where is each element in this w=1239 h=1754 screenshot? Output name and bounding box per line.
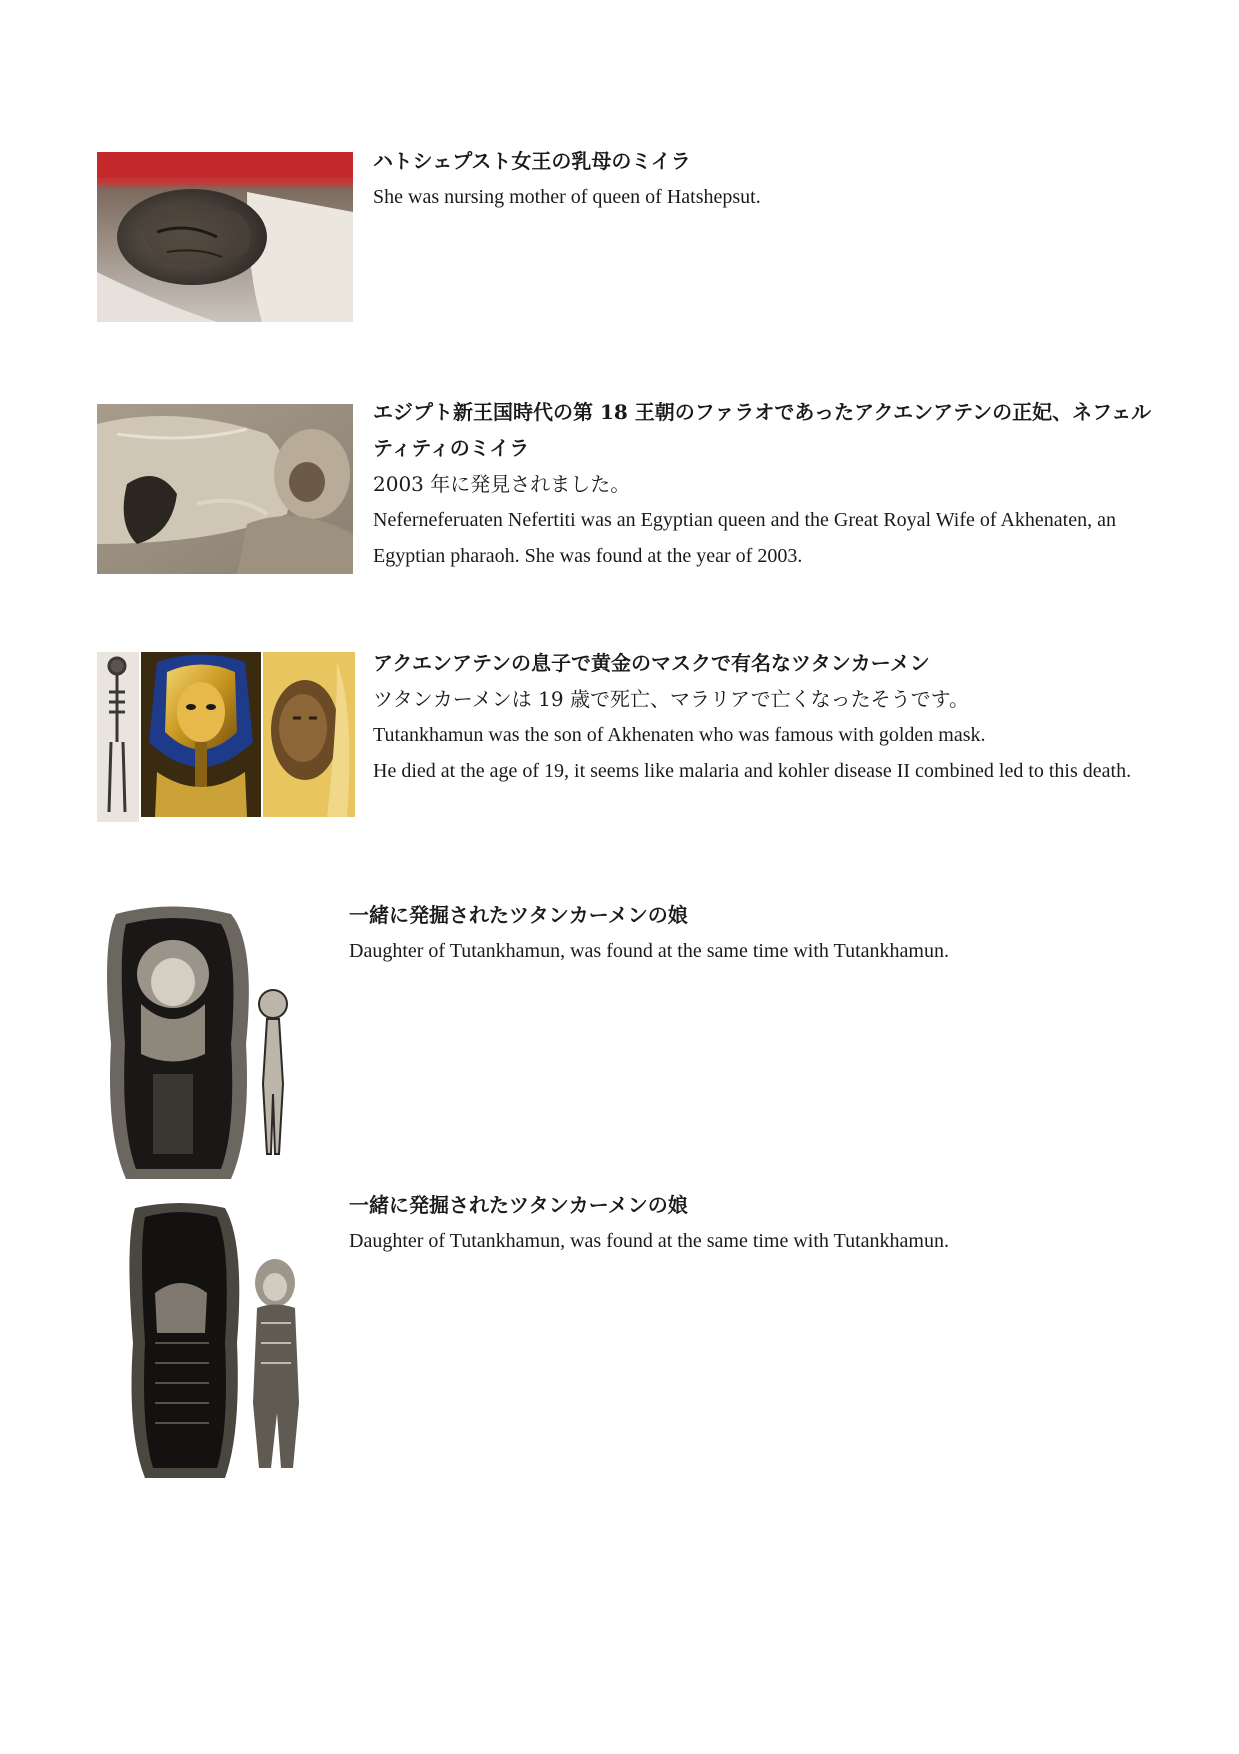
nefertiti-mummy-photo <box>97 404 353 574</box>
daughter-coffin-photo-1 <box>81 904 331 1189</box>
jp-title: ハトシェプスト女王の乳母のミイラ <box>373 149 691 173</box>
daughter-caption-2 <box>349 1187 1149 1259</box>
tutankhamun-caption <box>373 645 1153 789</box>
jp-subtitle: ツタンカーメンは 19 歳で死亡、マラリアで亡くなったそうです。 <box>373 687 969 711</box>
nurse-mummy-photo <box>97 152 353 322</box>
en-caption: Daughter of Tutankhamun, was found at the same time with Tutankhamun. <box>349 1230 949 1252</box>
nefertiti-mummy-caption <box>373 394 1153 574</box>
nurse-mummy-caption <box>373 143 1153 215</box>
jp-title: エジプト新王国時代の第 18 王朝のファラオであったアクエンアテンの正妃、ネフェルティティのミイラ <box>373 400 1152 460</box>
jp-title: 一緒に発掘されたツタンカーメンの娘 <box>349 1193 688 1217</box>
en-caption: Neferneferuaten Nefertiti was an Egyptian queen and the Great Royal Wife of Akhenaten, an Egyptian pharaoh. She was found at the year of 2003. <box>373 509 1116 567</box>
jp-title: 一緒に発掘されたツタンカーメンの娘 <box>349 903 688 927</box>
tutankhamun-photos <box>97 652 355 822</box>
en-caption: She was nursing mother of queen of Hatshepsut. <box>373 186 761 208</box>
daughter-coffin-photo-2 <box>105 1203 333 1483</box>
jp-subtitle: 2003 年に発見されました。 <box>373 472 631 496</box>
en-caption: Daughter of Tutankhamun, was found at the same time with Tutankhamun. <box>349 940 949 962</box>
en-caption-line-2: He died at the age of 19, it seems like malaria and kohler disease II combined led to this death. <box>373 760 1132 782</box>
en-caption-line-1: Tutankhamun was the son of Akhenaten who was famous with golden mask. <box>373 724 986 746</box>
daughter-caption-1 <box>349 897 1149 969</box>
jp-title: アクエンアテンの息子で黄金のマスクで有名なツタンカーメン <box>373 651 930 675</box>
